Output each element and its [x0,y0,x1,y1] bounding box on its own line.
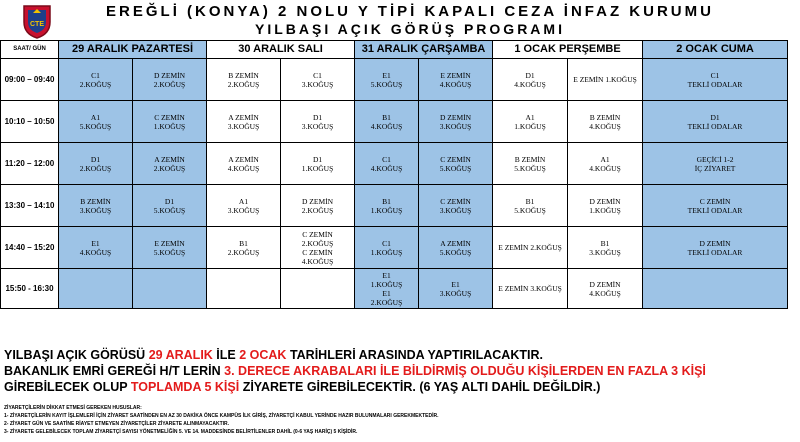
notice-emphasis: TOPLAMDA 5 KİŞİ [130,380,240,394]
time-slot: 11:20 – 12:00 [1,143,59,185]
notice-text: YILBAŞI AÇIK GÖRÜSÜ [4,348,149,362]
schedule-cell: B1 3.KOĞUŞ [568,227,643,269]
table-row [1,143,788,185]
schedule-cell: E ZEMİN 2.KOĞUŞ [493,227,568,269]
notice-date-start: 29 ARALIK [148,348,213,362]
schedule-cell [207,269,281,309]
schedule-cell [281,269,355,309]
logo-lettering: CTE [30,21,44,28]
schedule-cell [59,269,133,309]
schedule-cell: B1 5.KOĞUŞ [493,185,568,227]
schedule-cell: A ZEMİN 5.KOĞUŞ [419,227,493,269]
schedule-cell [643,269,788,309]
day-header: 31 ARALIK ÇARŞAMBA [355,41,493,59]
schedule-cell: D1 4.KOĞUŞ [493,59,568,101]
notice-text: TARİHLERİ ARASINDA YAPTIRILACAKTIR. [286,348,543,362]
notice-text: BAKANLIK EMRİ GEREĞİ H/T LERİN [4,364,225,378]
schedule-cell: C ZEMİN 3.KOĞUŞ [419,185,493,227]
schedule-cell: D ZEMİN 3.KOĞUŞ [419,101,493,143]
schedule-cell: C ZEMİN 2.KOĞUŞ C ZEMİN 4.KOĞUŞ [281,227,355,269]
notice-line-total [4,380,600,394]
schedule-cell: A ZEMİN 4.KOĞUŞ [207,143,281,185]
table-row [1,227,788,269]
schedule-cell: D1 3.KOĞUŞ [281,101,355,143]
notice-text: İLE [212,348,240,362]
schedule-cell: E1 4.KOĞUŞ [59,227,133,269]
table-row [1,185,788,227]
header-row [1,41,788,59]
day-header: 29 ARALIK PAZARTESİ [59,41,207,59]
schedule-cell: E ZEMİN 4.KOĞUŞ [419,59,493,101]
schedule-cell: A ZEMİN 3.KOĞUŞ [207,101,281,143]
table-row [1,269,788,309]
schedule-cell: C1 1.KOĞUŞ [355,227,419,269]
schedule-cell: A1 5.KOĞUŞ [59,101,133,143]
time-slot: 09:00 – 09:40 [1,59,59,101]
time-slot: 13:30 – 14:10 [1,185,59,227]
schedule-cell: E ZEMİN 1.KOĞUŞ [568,59,643,101]
schedule-cell: C1 2.KOĞUŞ [59,59,133,101]
schedule-cell: B ZEMİN 2.KOĞUŞ [207,59,281,101]
schedule-cell: E1 3.KOĞUŞ [419,269,493,309]
time-slot: 14:40 – 15:20 [1,227,59,269]
notice-line-dates [4,348,543,362]
schedule-cell: E1 1.KOĞUŞ E1 2.KOĞUŞ [355,269,419,309]
schedule-cell: D1 TEKLİ ODALAR [643,101,788,143]
schedule-cell: B ZEMİN 3.KOĞUŞ [59,185,133,227]
schedule-cell: D1 2.KOĞUŞ [59,143,133,185]
day-header: 30 ARALIK SALI [207,41,355,59]
schedule-cell: A1 4.KOĞUŞ [568,143,643,185]
schedule-cell: B ZEMİN 4.KOĞUŞ [568,101,643,143]
schedule-cell: C1 4.KOĞUŞ [355,143,419,185]
schedule-cell: A1 1.KOĞUŞ [493,101,568,143]
schedule-cell: E1 5.KOĞUŞ [355,59,419,101]
time-day-corner: SAAT/ GÜN [1,41,59,59]
notice-line-relatives [4,364,706,378]
schedule-cell: D ZEMİN 2.KOĞUŞ [133,59,207,101]
schedule-cell: B1 2.KOĞUŞ [207,227,281,269]
notice-emphasis: 3. DERECE AKRABALARI İLE BİLDİRMİŞ OLDUĞU KİŞİLERDEN EN FAZLA 3 KİŞİ [224,364,706,378]
table-row [1,59,788,101]
schedule-cell: C ZEMİN 1.KOĞUŞ [133,101,207,143]
schedule-cell: C ZEMİN TEKLİ ODALAR [643,185,788,227]
notice-text: GİREBİLECEK OLUP [4,380,131,394]
schedule-cell: D1 5.KOĞUŞ [133,185,207,227]
page-title: EREĞLİ (KONYA) 2 NOLU Y TİPİ KAPALI CEZA İNFAZ KURUMU [106,3,714,20]
visit-schedule-table [0,40,788,309]
warning-item: 2- ZİYARET GÜN VE SAATİNE RİAYET ETMEYEN ZİYARETÇİLER ZİYARETE ALINMAYACAKTIR. [4,421,230,427]
warnings-heading: ZİYARETÇİLERİN DİKKAT ETMESİ GEREKEN HUSUSLAR: [4,405,142,411]
schedule-cell: A ZEMİN 2.KOĞUŞ [133,143,207,185]
notice-date-end: 2 OCAK [239,348,287,362]
table-row [1,101,788,143]
schedule-cell: B1 1.KOĞUŞ [355,185,419,227]
schedule-cell: D ZEMİN 4.KOĞUŞ [568,269,643,309]
notice-text: ZİYARETE GİREBİLECEKTİR. (6 YAŞ ALTI DAHİL DEĞİLDİR.) [239,380,601,394]
institution-logo [20,2,54,40]
warning-item: 1- ZİYARETÇİLERİN KAYIT İŞLEMLERİ İÇİN ZİYARET SAATİNDEN EN AZ 30 DAKİKA ÖNCE KAMPÜS İLK GİRİŞ, ZİYARETÇİ KABUL YERİNDE HAZIR BULUNMALARI GEREKMEKTEDİR. [4,413,439,419]
day-header: 1 OCAK PERŞEMBE [493,41,643,59]
schedule-cell: B ZEMİN 5.KOĞUŞ [493,143,568,185]
time-slot: 15:50 - 16:30 [1,269,59,309]
schedule-cell: C1 TEKLİ ODALAR [643,59,788,101]
time-slot: 10:10 – 10:50 [1,101,59,143]
warning-item: 3- ZİYARETE GELEBİLECEK TOPLAM ZİYARETÇİ SAYISI YÖNETMELİĞİN 5. VE 14. MADDESİNDE BELİRTİLENLER DAHİL (0-6 YAŞ HARİÇ) 5 KİŞİDİR. [4,429,358,435]
schedule-cell: E ZEMİN 5.KOĞUŞ [133,227,207,269]
schedule-cell: D ZEMİN 1.KOĞUŞ [568,185,643,227]
schedule-cell: A1 3.KOĞUŞ [207,185,281,227]
schedule-cell: GEÇİCİ 1-2 İÇ ZİYARET [643,143,788,185]
schedule-cell [133,269,207,309]
page-subtitle: YILBAŞI AÇIK GÖRÜŞ PROGRAMI [255,21,565,37]
schedule-cell: E ZEMİN 3.KOĞUŞ [493,269,568,309]
schedule-cell: C ZEMİN 5.KOĞUŞ [419,143,493,185]
schedule-cell: D ZEMİN 2.KOĞUŞ [281,185,355,227]
schedule-cell: C1 3.KOĞUŞ [281,59,355,101]
day-header: 2 OCAK CUMA [643,41,788,59]
schedule-cell: D ZEMİN TEKLİ ODALAR [643,227,788,269]
schedule-cell: D1 1.KOĞUŞ [281,143,355,185]
schedule-cell: B1 4.KOĞUŞ [355,101,419,143]
